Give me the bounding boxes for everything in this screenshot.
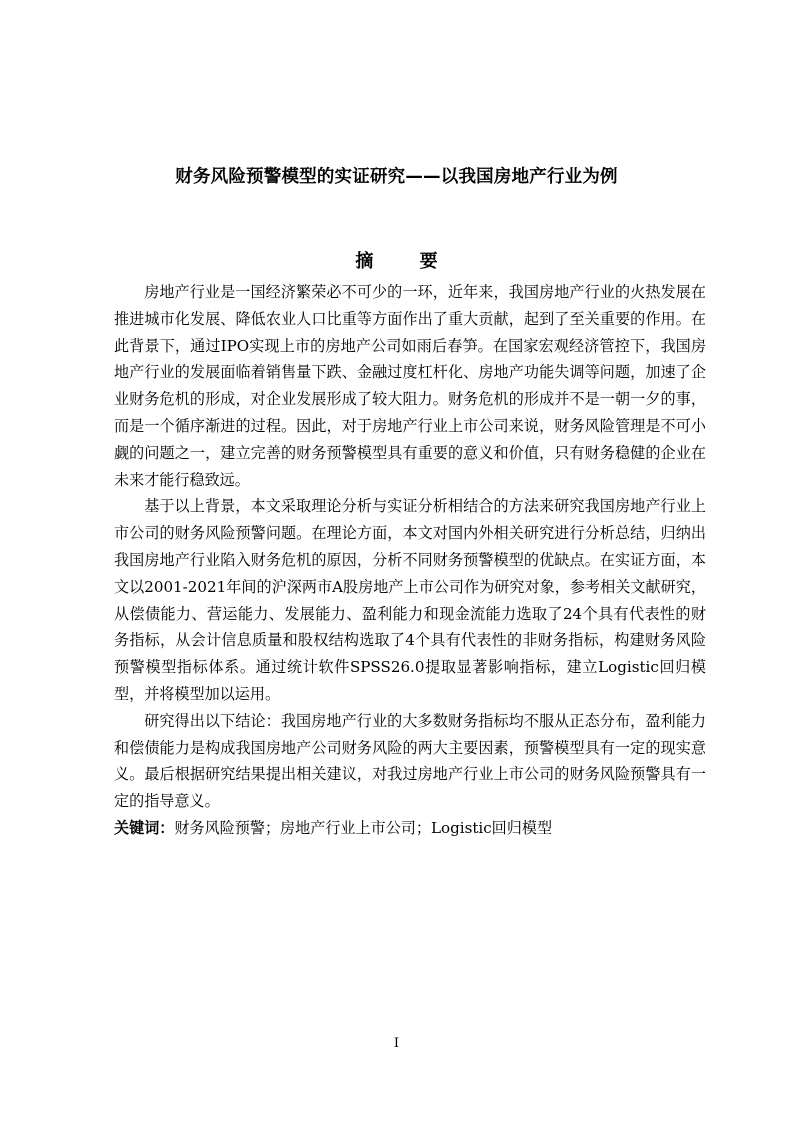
abstract-paragraph-1: 房地产行业是一国经济繁荣必不可少的一环，近年来，我国房地产行业的火热发展在推进城市化发展、降低农业人口比重等方面作出了重大贡献，起到了至关重要的作用。在此背景下，通过IPO实现上市的房地产公司如雨后春笋。在国家宏观经济管控下，我国房地产行业的发展面临着销售量下跌、金融过度杠杆化、房地产功能失调等问题，加速了企业财务危机的形成，对企业发展形成了较大阻力。财务危机的形成并不是一朝一夕的事，而是一个循序渐进的过程。因此，对于房地产行业上市公司来说，财务风险管理是不可小觑的问题之一，建立完善的财务预警模型具有重要的意义和价值，只有财务稳健的企业在未来才能行稳致远。 [114,283,706,489]
abstract-paragraph-2: 基于以上背景，本文采取理论分析与实证分析相结合的方法来研究我国房地产行业上市公司的财务风险预警问题。在理论方面，本文对国内外相关研究进行分析总结，归纳出我国房地产行业陷入财务危机的原因，分析不同财务预警模型的优缺点。在实证方面，本文以2001-2021年间的沪深两市A股房地产上市公司作为研究对象，参考相关文献研究，从偿债能力、营运能力、发展能力、盈利能力和现金流能力选取了24个具有代表性的财务指标，从会计信息质量和股权结构选取了4个具有代表性的非财务指标，构建财务风险预警模型指标体系。通过统计软件SPSS26.0提取显著影响指标，建立Logistic回归模型，并将模型加以运用。 [114,497,706,703]
page-number: I [393,1036,400,1051]
abstract-body [114,279,706,842]
abstract-heading: 摘 要 [355,251,458,272]
keywords-line [114,815,706,842]
keywords-text: 财务风险预警；房地产行业上市公司；Logistic回归模型 [174,818,553,837]
paper-title: 财务风险预警模型的实证研究——以我国房地产行业为例 [175,167,618,187]
keywords-label: 关键词： [114,818,175,837]
abstract-paragraph-3: 研究得出以下结论：我国房地产行业的大多数财务指标均不服从正态分布，盈利能力和偿债能力是构成我国房地产公司财务风险的两大主要因素，预警模型具有一定的现实意义。最后根据研究结果提出相关建议，对我过房地产行业上市公司的财务风险预警具有一定的指导意义。 [114,711,706,811]
